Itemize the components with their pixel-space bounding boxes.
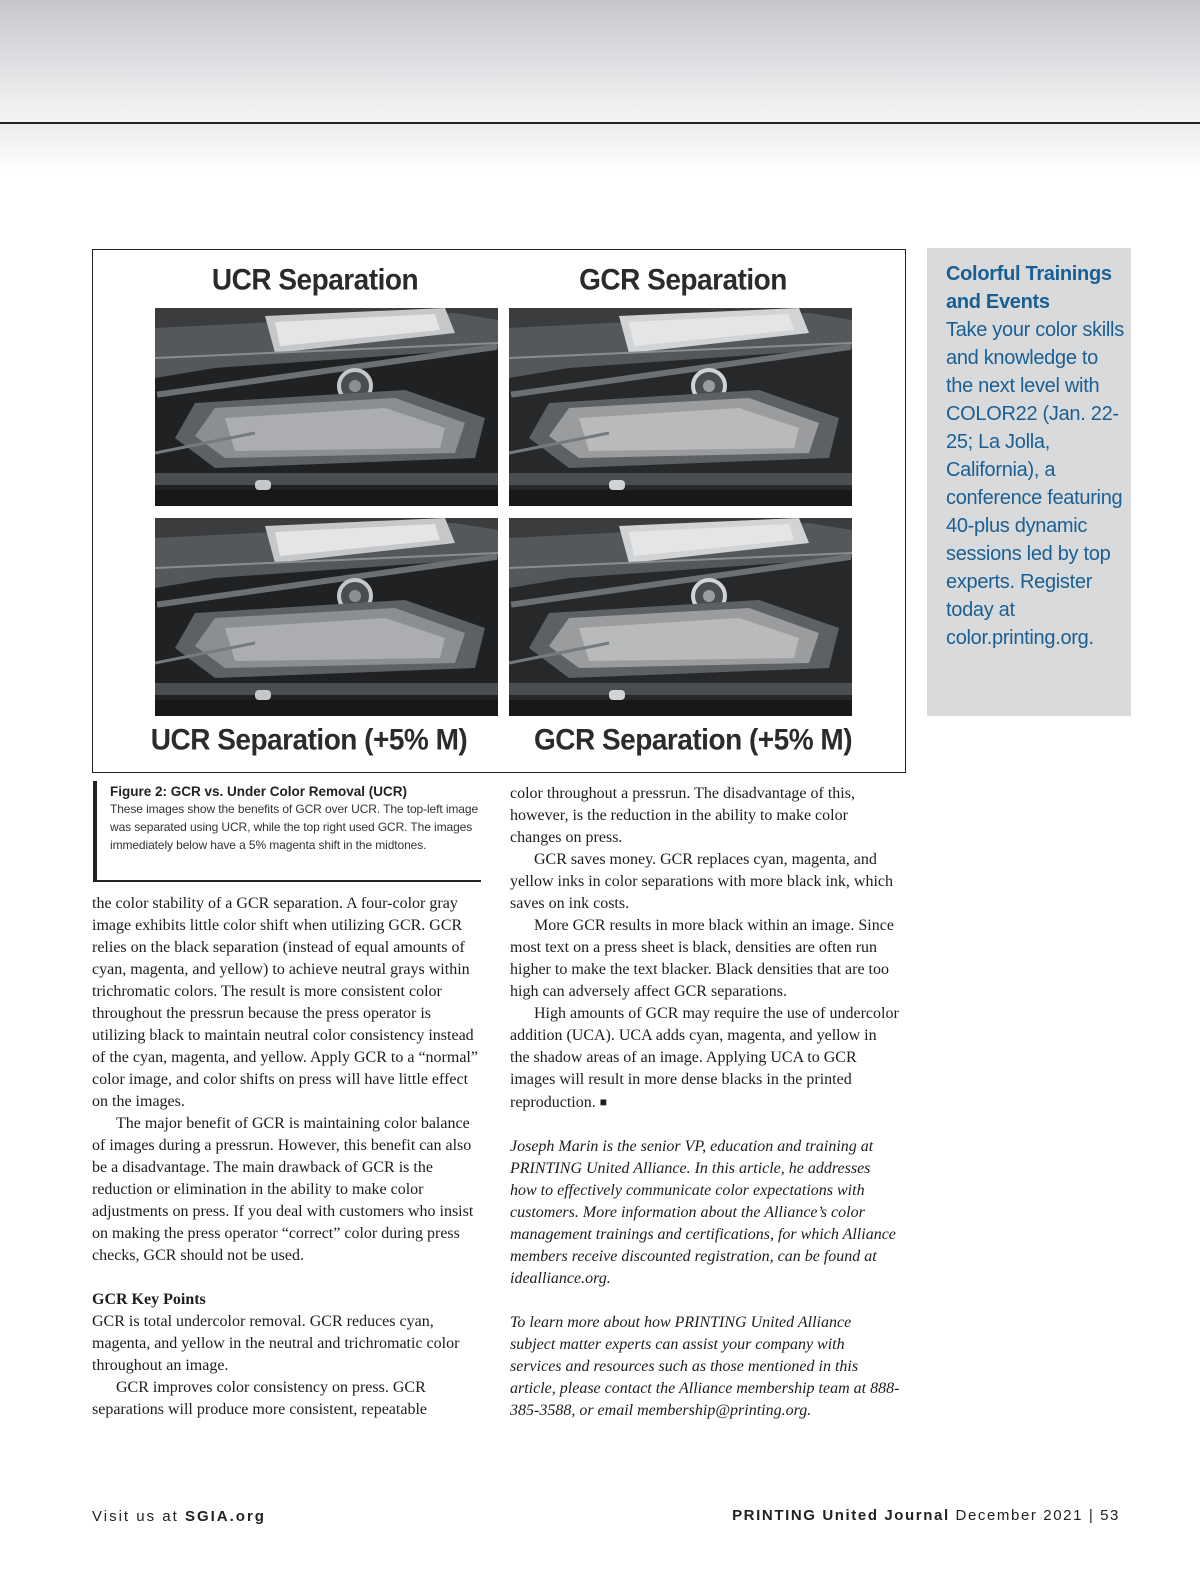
label-gcr-separation: GCR Separation <box>579 263 787 296</box>
footer-separator: | <box>1088 1507 1095 1524</box>
footer-journal: PRINTING United Journal <box>732 1507 950 1524</box>
footer-visit <box>92 1508 266 1525</box>
caption-body: These images show the benefits of GCR over UCR. The top-left image was separated using UCR, while the top right used GCR. The images immediately below have a 5% magenta shift in the midtones. <box>110 802 479 852</box>
sidebar-body: Take your color skills and knowledge to the next level with COLOR22 (Jan. 22-25; La Jolla, California), a conference featuring 40-plus dynamic sessions led by top experts. Register today at color.printing.org. <box>946 319 1124 649</box>
paragraph: More GCR results in more black within an image. Since most text on a press sheet is black, densities are often run higher to make the text blacker. Black densities that are too high can adversely affect GCR separations. <box>510 917 894 1000</box>
caption-title: Figure 2: GCR vs. Under Color Removal (UCR) <box>110 784 408 799</box>
paragraph: GCR saves money. GCR replaces cyan, magenta, and yellow inks in color separations with more black ink, which saves on ink costs. <box>510 851 894 912</box>
paragraph: GCR improves color consistency on press. GCR separations will produce more consistent, repeatable <box>92 1379 427 1418</box>
gcr-separation-photo <box>509 308 852 506</box>
header-fade <box>0 124 1200 174</box>
paragraph: GCR is total undercolor removal. GCR reduces cyan, magenta, and yellow in the neutral and trichromatic color throughout an image. <box>92 1313 460 1374</box>
ucr-plus5-magenta-photo <box>155 518 498 716</box>
paragraph <box>510 1003 900 1114</box>
author-bio: Joseph Marin is the senior VP, education and training at PRINTING United Alliance. In this article, he addresses how to effectively communicate color expectations with customers. More information about the Alliance’s color management trainings and certifications, for which Alliance members receive discounted registration, can be found at idealliance.org. <box>510 1138 896 1287</box>
header-band <box>0 0 1200 125</box>
gcr-plus5-magenta-photo <box>509 518 852 716</box>
figure-2-image <box>92 249 906 773</box>
body-column-left <box>92 893 484 1421</box>
footer-site-link[interactable]: SGIA.org <box>184 1508 266 1525</box>
body-column-right <box>510 783 900 1422</box>
paragraph-text: High amounts of GCR may require the use of undercolor addition (UCA). UCA adds cyan, magenta, and yellow in the shadow areas of an image. Applying UCA to GCR images will result in more dense blacks in the printed reproduction. <box>510 1005 899 1111</box>
sidebar-title: Colorful Trainings and Events <box>946 263 1112 313</box>
sidebar-colorful-trainings <box>927 248 1131 716</box>
label-ucr-separation: UCR Separation <box>211 263 419 296</box>
end-mark: ■ <box>599 1095 607 1109</box>
paragraph: color throughout a pressrun. The disadvantage of this, however, is the reduction in the ability to make color changes on press. <box>510 785 855 846</box>
paragraph: the color stability of a GCR separation. A four-color gray image exhibits little color shift when utilizing GCR. GCR relies on the black separation (instead of equal amounts of cyan, magenta, and yellow) to achieve neutral grays within trichromatic colors. The result is more consistent color throughout the pressrun because the press operator is utilizing black to maintain neutral color consistency instead of the cyan, magenta, and yellow. Apply GCR to a “normal” color image, and color shifts on press will have little effect on the images. <box>92 895 478 1110</box>
subhead-gcr-key-points: GCR Key Points <box>92 1291 206 1308</box>
footer-issue: December 2021 <box>955 1507 1084 1524</box>
contact-note: To learn more about how PRINTING United Alliance subject matter experts can assist your company with services and resources such as those mentioned in this article, please contact the Alliance membership team at 888-385-3588, or email membership@printing.org. <box>510 1314 900 1419</box>
footer-visit-prefix: Visit us at <box>92 1508 179 1525</box>
figure-caption <box>93 781 481 882</box>
ucr-separation-photo <box>155 308 498 506</box>
label-ucr-separation-plus5m: UCR Separation (+5% M) <box>150 723 468 756</box>
page-number: 53 <box>1100 1507 1120 1524</box>
label-gcr-separation-plus5m: GCR Separation (+5% M) <box>533 723 853 756</box>
footer-folio <box>732 1507 1120 1524</box>
paragraph: The major benefit of GCR is maintaining color balance of images during a pressrun. However, this benefit can also be a disadvantage. The main drawback of GCR is the reduction or elimination in the ability to make color adjustments on press. If you deal with customers who insist on making the press operator “correct” color during press checks, GCR should not be used. <box>92 1115 474 1264</box>
